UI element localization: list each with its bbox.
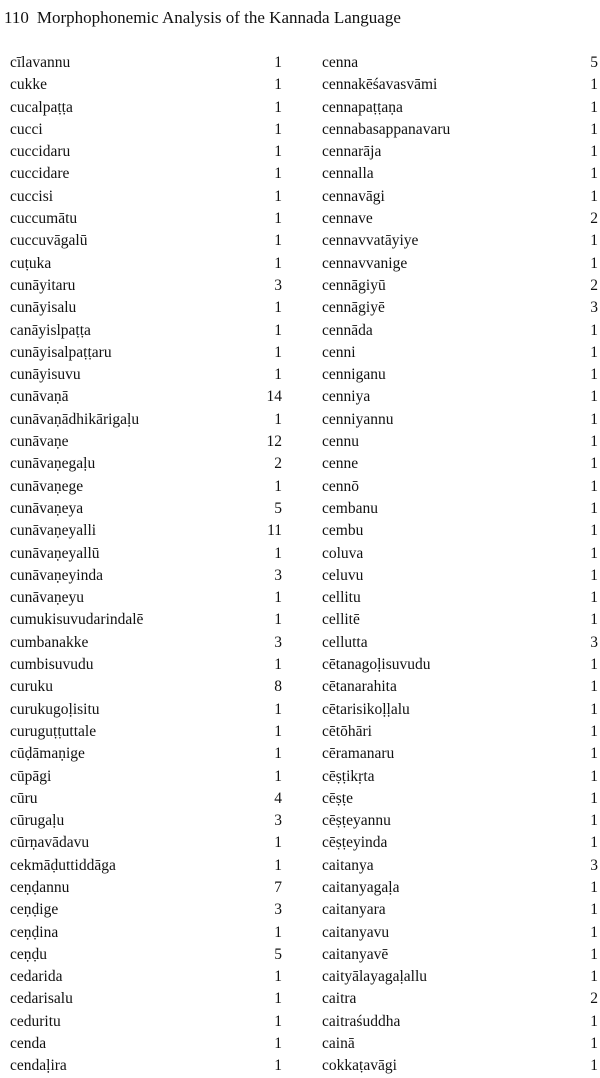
word-entry: [10, 721, 282, 743]
word-count: 1: [274, 611, 282, 629]
word-count: 1: [274, 254, 282, 272]
word-count: 1: [590, 812, 598, 830]
word-entry: [322, 855, 598, 877]
word-text: cūrugaḷu: [10, 812, 65, 830]
word-entry: [322, 386, 598, 408]
word-count: 1: [590, 522, 598, 540]
word-entry: [10, 386, 282, 408]
word-text: cunāvaṇeyinda: [10, 566, 103, 584]
word-entry: [322, 52, 598, 74]
word-entry: [10, 565, 282, 587]
word-text: cennāgiyū: [322, 276, 386, 294]
word-count: 1: [590, 410, 598, 428]
word-text: cennavvanige: [322, 254, 408, 272]
word-text: cembu: [322, 522, 364, 540]
word-text: cedarisalu: [10, 990, 73, 1008]
word-entry: [322, 74, 598, 96]
word-entry: [322, 208, 598, 230]
word-count: 1: [590, 499, 598, 517]
word-text: cokkaṭavāgi: [322, 1057, 397, 1075]
word-text: cennavvatāyiye: [322, 232, 419, 250]
word-count: 1: [590, 433, 598, 451]
word-count: 2: [590, 276, 598, 294]
word-text: cēṣṭeyinda: [322, 834, 388, 852]
word-text: curukugoḷisitu: [10, 700, 100, 718]
word-count: 7: [274, 878, 282, 896]
word-entry: [322, 699, 598, 721]
word-entry: [10, 208, 282, 230]
word-entry: [10, 609, 282, 631]
word-count: 1: [274, 990, 282, 1008]
word-text: cellitē: [322, 611, 360, 629]
word-count: 1: [590, 566, 598, 584]
word-entry: [10, 1055, 282, 1077]
word-entry: [10, 498, 282, 520]
word-text: cennalla: [322, 165, 374, 183]
word-entry: [10, 632, 282, 654]
word-entry: [10, 922, 282, 944]
word-count: 5: [590, 54, 598, 71]
word-count: 1: [274, 54, 282, 71]
word-count: 11: [267, 522, 282, 540]
word-text: cenda: [10, 1035, 47, 1053]
word-text: cunāvaṇādhikārigaḷu: [10, 410, 140, 428]
word-text: cenna: [322, 54, 359, 71]
word-text: cennarāja: [322, 143, 382, 161]
word-entry: [10, 186, 282, 208]
word-count: 1: [590, 254, 598, 272]
word-text: cūpāgi: [10, 767, 52, 785]
word-entry: [322, 832, 598, 854]
word-entry: [10, 119, 282, 141]
word-entry: [10, 944, 282, 966]
word-entry: [322, 654, 598, 676]
word-entry: [322, 966, 598, 988]
word-text: cennapaṭṭaṇa: [322, 98, 403, 116]
word-count: 1: [590, 366, 598, 384]
word-entry: [10, 52, 282, 74]
word-count: 1: [590, 321, 598, 339]
word-count: 3: [590, 856, 598, 874]
word-entry: [10, 1011, 282, 1033]
word-text: cētanarahita: [322, 678, 397, 696]
word-count: 1: [590, 455, 598, 473]
word-count: 1: [590, 656, 598, 674]
word-count: 1: [274, 767, 282, 785]
word-count: 1: [590, 143, 598, 161]
word-count: 1: [590, 945, 598, 963]
word-count: 1: [274, 1012, 282, 1030]
word-entry: [10, 743, 282, 765]
word-count: 1: [590, 477, 598, 495]
word-count: 1: [590, 678, 598, 696]
word-count: 1: [590, 76, 598, 94]
word-count: 1: [274, 745, 282, 763]
word-entry: [10, 476, 282, 498]
word-entry: [322, 587, 598, 609]
word-text: caitraśuddha: [322, 1012, 401, 1030]
word-count: 1: [590, 1057, 598, 1075]
word-entry: [10, 699, 282, 721]
word-text: cuccisi: [10, 187, 54, 205]
word-count: 1: [274, 834, 282, 852]
word-text: cumukisuvudarindalē: [10, 611, 144, 629]
word-text: cennave: [322, 210, 373, 228]
word-text: cenni: [322, 343, 356, 361]
word-text: cendaḷira: [10, 1057, 67, 1075]
word-text: curuku: [10, 678, 54, 696]
word-text: cēramanaru: [322, 745, 395, 763]
word-entry: [10, 810, 282, 832]
word-entry: [322, 141, 598, 163]
word-count: 1: [590, 1035, 598, 1053]
word-entry: [322, 899, 598, 921]
word-text: ceṇḍannu: [10, 878, 70, 896]
word-text: cuṭuka: [10, 254, 52, 272]
word-entry: [322, 543, 598, 565]
word-count: 1: [590, 544, 598, 562]
word-text: cucalpaṭṭa: [10, 98, 73, 116]
word-entry: [322, 453, 598, 475]
word-text: cuccuvāgalū: [10, 232, 88, 250]
word-count: 1: [590, 700, 598, 718]
word-text: cellutta: [322, 633, 368, 651]
word-entry: [10, 543, 282, 565]
word-text: cenniganu: [322, 366, 386, 384]
word-entry: [10, 855, 282, 877]
word-entry: [322, 922, 598, 944]
word-text: cēṣṭikṛta: [322, 767, 375, 785]
word-text: cainā: [322, 1035, 355, 1053]
word-text: cēṣṭe: [322, 789, 353, 807]
word-count: 1: [590, 187, 598, 205]
word-count: 1: [590, 767, 598, 785]
word-count: 1: [274, 299, 282, 317]
word-count: 1: [274, 477, 282, 495]
word-text: ceṇḍige: [10, 901, 59, 919]
word-text: cennāgiyē: [322, 299, 385, 317]
word-text: ceṇḍina: [10, 923, 59, 941]
word-entry: [322, 97, 598, 119]
word-entry: [322, 498, 598, 520]
word-text: caitra: [322, 990, 357, 1008]
word-count: 1: [590, 343, 598, 361]
word-count: 1: [274, 210, 282, 228]
word-entry: [10, 587, 282, 609]
word-text: cennavāgi: [322, 187, 385, 205]
word-count: 1: [590, 722, 598, 740]
word-entry: [10, 676, 282, 698]
word-text: cunāvaṇeyu: [10, 589, 85, 607]
word-entry: [10, 1033, 282, 1055]
word-entry: [322, 253, 598, 275]
word-text: ceṇḍu: [10, 945, 48, 963]
word-count: 1: [590, 611, 598, 629]
word-count: 1: [274, 232, 282, 250]
word-count: 1: [274, 343, 282, 361]
word-text: cunāyisuvu: [10, 366, 81, 384]
word-text: cucci: [10, 120, 43, 138]
word-count: 3: [590, 299, 598, 317]
word-entry: [10, 275, 282, 297]
word-entry: [10, 163, 282, 185]
word-text: cēṣṭeyannu: [322, 812, 391, 830]
word-text: cunāvaṇā: [10, 388, 69, 406]
word-entry: [10, 988, 282, 1010]
word-text: cuccidare: [10, 165, 70, 183]
word-count: 1: [274, 120, 282, 138]
word-text: cunāvaṇe: [10, 433, 69, 451]
word-text: cennō: [322, 477, 360, 495]
word-entry: [10, 832, 282, 854]
word-count: 1: [274, 98, 282, 116]
word-count: 4: [274, 789, 282, 807]
word-count: 1: [274, 165, 282, 183]
word-entry: [322, 1055, 598, 1077]
word-text: caitanyara: [322, 901, 386, 919]
word-text: cunāyitaru: [10, 276, 76, 294]
word-entry: [322, 476, 598, 498]
word-entry: [10, 520, 282, 542]
word-text: cumbanakke: [10, 633, 89, 651]
word-count: 1: [590, 98, 598, 116]
word-count: 1: [590, 1012, 598, 1030]
word-count: 1: [590, 923, 598, 941]
word-entry: [322, 743, 598, 765]
word-text: ceduritu: [10, 1012, 61, 1030]
word-count: 1: [274, 700, 282, 718]
word-count: 2: [274, 455, 282, 473]
word-text: cētarisikoḷḷalu: [322, 700, 410, 718]
word-entry: [10, 966, 282, 988]
word-count: 3: [274, 566, 282, 584]
word-text: cennāda: [322, 321, 373, 339]
word-entry: [10, 431, 282, 453]
word-text: caitanyagaḷa: [322, 878, 400, 896]
word-count: 1: [274, 589, 282, 607]
word-count: 1: [590, 834, 598, 852]
word-count: 1: [274, 722, 282, 740]
word-text: cellitu: [322, 589, 361, 607]
word-entry: [10, 766, 282, 788]
word-text: cunāvaṇeyallū: [10, 544, 100, 562]
word-text: cenne: [322, 455, 359, 473]
right-word-column: [322, 52, 598, 1078]
word-text: cētanagoḷisuvudu: [322, 656, 431, 674]
word-count: 1: [274, 76, 282, 94]
word-entry: [322, 988, 598, 1010]
word-count: 12: [266, 433, 282, 451]
word-entry: [322, 721, 598, 743]
word-count: 1: [274, 656, 282, 674]
word-text: cekmāḍuttiddāga: [10, 856, 116, 874]
word-entry: [322, 766, 598, 788]
word-text: cenniya: [322, 388, 371, 406]
word-entry: [322, 275, 598, 297]
word-entry: [322, 609, 598, 631]
word-entry: [10, 453, 282, 475]
word-entry: [322, 676, 598, 698]
word-entry: [10, 230, 282, 252]
word-text: cūḍāmaṇige: [10, 745, 85, 763]
word-count: 1: [590, 745, 598, 763]
word-entry: [10, 297, 282, 319]
word-entry: [10, 253, 282, 275]
word-count: 1: [590, 878, 598, 896]
word-entry: [322, 409, 598, 431]
word-entry: [322, 342, 598, 364]
word-count: 1: [274, 187, 282, 205]
word-count: 3: [274, 812, 282, 830]
word-entry: [322, 520, 598, 542]
word-count: 1: [274, 321, 282, 339]
word-count: 2: [590, 210, 598, 228]
word-count: 1: [590, 589, 598, 607]
word-text: cūrṇavādavu: [10, 834, 90, 852]
word-text: cūru: [10, 789, 38, 807]
word-count: 1: [274, 1035, 282, 1053]
word-count: 8: [274, 678, 282, 696]
word-text: caityālayagaḷallu: [322, 968, 427, 986]
word-count: 3: [274, 276, 282, 294]
word-count: 1: [590, 165, 598, 183]
word-text: cunāyisalu: [10, 299, 77, 317]
word-text: cuccumātu: [10, 210, 78, 228]
word-text: cenniyannu: [322, 410, 394, 428]
word-text: celuvu: [322, 566, 364, 584]
word-entry: [322, 632, 598, 654]
word-entry: [322, 877, 598, 899]
word-entry: [322, 297, 598, 319]
word-count: 1: [274, 410, 282, 428]
word-count: 1: [274, 856, 282, 874]
word-text: cētōhāri: [322, 722, 372, 740]
word-entry: [322, 565, 598, 587]
word-entry: [10, 141, 282, 163]
word-text: cukke: [10, 76, 48, 94]
word-count: 1: [274, 968, 282, 986]
word-text: cennu: [322, 433, 360, 451]
word-text: caitanyavē: [322, 945, 389, 963]
word-entry: [322, 364, 598, 386]
word-count: 5: [274, 499, 282, 517]
word-entry: [322, 810, 598, 832]
word-count: 1: [590, 901, 598, 919]
word-text: curuguṭṭuttale: [10, 722, 97, 740]
word-entry: [10, 364, 282, 386]
word-count: 1: [274, 143, 282, 161]
word-text: cuccidaru: [10, 143, 71, 161]
word-entry: [10, 654, 282, 676]
word-entry: [10, 899, 282, 921]
word-count: 14: [266, 388, 282, 406]
word-entry: [322, 1011, 598, 1033]
word-entry: [10, 74, 282, 96]
word-count: 1: [590, 232, 598, 250]
word-entry: [322, 431, 598, 453]
left-word-column: [10, 52, 282, 1078]
book-title: Morphophonemic Analysis of the Kannada Language: [36, 8, 401, 27]
word-count: 3: [590, 633, 598, 651]
word-text: canāyislpaṭṭa: [10, 321, 91, 339]
word-text: cunāvaṇeyalli: [10, 522, 97, 540]
word-entry: [10, 342, 282, 364]
word-count: 1: [274, 544, 282, 562]
word-text: cīlavannu: [10, 54, 71, 71]
word-text: coluva: [322, 544, 364, 562]
word-count: 3: [274, 633, 282, 651]
word-entry: [10, 97, 282, 119]
word-count: 1: [274, 1057, 282, 1075]
word-entry: [322, 163, 598, 185]
word-text: cedarida: [10, 968, 63, 986]
word-text: cunāvaṇegaḷu: [10, 455, 96, 473]
word-entry: [322, 944, 598, 966]
word-count: 1: [590, 388, 598, 406]
word-text: cunāvaṇege: [10, 477, 84, 495]
word-entry: [322, 186, 598, 208]
word-text: cumbisuvudu: [10, 656, 94, 674]
word-count: 5: [274, 945, 282, 963]
word-entry: [322, 788, 598, 810]
word-entry: [322, 119, 598, 141]
word-count: 3: [274, 901, 282, 919]
word-entry: [322, 230, 598, 252]
word-count: 1: [590, 120, 598, 138]
word-text: cunāyisalpaṭṭaru: [10, 343, 112, 361]
word-count: 1: [590, 968, 598, 986]
word-text: caitanya: [322, 856, 374, 874]
word-entry: [10, 409, 282, 431]
word-count: 2: [590, 990, 598, 1008]
word-text: caitanyavu: [322, 923, 390, 941]
word-entry: [322, 320, 598, 342]
word-entry: [10, 877, 282, 899]
page-header: [4, 8, 401, 28]
word-text: cennakēśavasvāmi: [322, 76, 438, 94]
word-count: 1: [274, 366, 282, 384]
word-entry: [10, 320, 282, 342]
word-text: cunāvaṇeya: [10, 499, 84, 517]
word-entry: [322, 1033, 598, 1055]
word-text: cennabasappanavaru: [322, 120, 451, 138]
word-count: 1: [274, 923, 282, 941]
word-count: 1: [590, 789, 598, 807]
page-number: 110: [4, 8, 29, 27]
word-text: cembanu: [322, 499, 378, 517]
word-entry: [10, 788, 282, 810]
